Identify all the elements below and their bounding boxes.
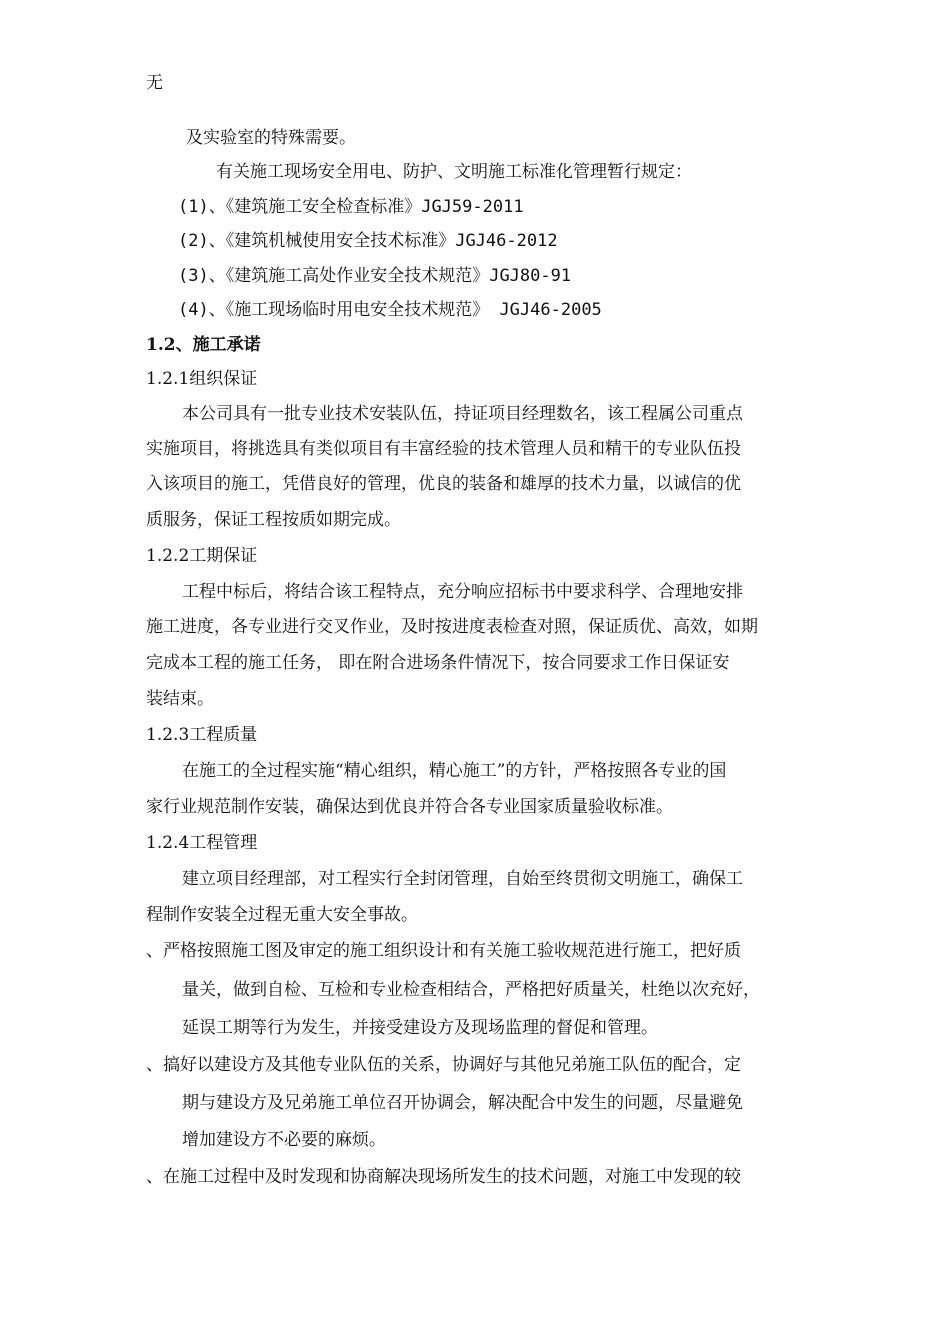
subsection-title: 1.2.4工程管理 — [146, 833, 258, 853]
paragraph-line: 本公司具有一批专业技术安装队伍，持证项目经理数名，该工程属公司重点 — [182, 404, 743, 424]
reg-item: (1)、《建筑施工安全检查标准》JGJ59-2011 — [178, 197, 524, 217]
paragraph-line: 家行业规范制作安装，确保达到优良并符合各专业国家质量验收标准。 — [146, 797, 673, 817]
paragraph-line: 建立项目经理部，对工程实行全封闭管理，自始至终贯彻文明施工，确保工 — [182, 869, 743, 889]
paragraph-line: 装结束。 — [146, 689, 214, 709]
reg-item: (2)、《建筑机械使用安全技术标准》JGJ46-2012 — [178, 231, 558, 251]
paragraph-line: 施工进度，各专业进行交叉作业，及时按进度表检查对照，保证质优、高效，如期 — [146, 617, 758, 637]
paragraph-line: 完成本工程的施工任务， 即在附合进场条件情况下，按合同要求工作日保证安 — [146, 653, 730, 673]
paragraph-line: 工程中标后，将结合该工程特点，充分响应招标书中要求科学、合理地安排 — [182, 582, 743, 602]
bullet-line: 、严格按照施工图及审定的施工组织设计和有关施工验收规范进行施工，把好质 — [146, 941, 741, 961]
bullet-line: 、在施工过程中及时发现和协商解决现场所发生的技术问题，对施工中发现的较 — [146, 1167, 741, 1187]
paragraph-line: 入该项目的施工，凭借良好的管理，优良的装备和雄厚的技术力量，以诚信的优 — [146, 474, 741, 494]
regs-title: 有关施工现场安全用电、防护、文明施工标准化管理暂行规定： — [216, 162, 692, 182]
section-title: 1.2、施工承诺 — [146, 335, 261, 355]
bullet-continuation: 量关，做到自检、互检和专业检查相结合，严格把好质量关，杜绝以次充好， — [182, 980, 760, 1000]
paragraph-line: 程制作安装全过程无重大安全事故。 — [146, 905, 418, 925]
bullet-continuation: 增加建设方不必要的麻烦。 — [182, 1130, 386, 1150]
reg-item: (4)、《施工现场临时用电安全技术规范》 JGJ46-2005 — [178, 300, 602, 320]
bullet-line: 、搞好以建设方及其他专业队伍的关系，协调好与其他兄弟施工队伍的配合，定 — [146, 1055, 741, 1075]
subsection-title: 1.2.1组织保证 — [146, 369, 258, 389]
paragraph-line: 实施项目，将挑选具有类似项目有丰富经验的技术管理人员和精干的专业队伍投 — [146, 439, 741, 459]
bullet-continuation: 延误工期等行为发生，并接受建设方及现场监理的督促和管理。 — [182, 1018, 658, 1038]
paragraph-line: 在施工的全过程实施“精心组织，精心施工”的方针，严格按照各专业的国 — [182, 761, 727, 781]
bullet-continuation: 期与建设方及兄弟施工单位召开协调会，解决配合中发生的问题，尽量避免 — [182, 1093, 743, 1113]
reg-item: (3)、《建筑施工高处作业安全技术规范》JGJ80-91 — [178, 266, 572, 286]
subsection-title: 1.2.2工期保证 — [146, 546, 258, 566]
header-mark: 无 — [146, 73, 163, 93]
paragraph-line: 质服务，保证工程按质如期完成。 — [146, 510, 401, 530]
subsection-title: 1.2.3工程质量 — [146, 725, 258, 745]
intro-continuation: 及实验室的特殊需要。 — [186, 128, 356, 148]
